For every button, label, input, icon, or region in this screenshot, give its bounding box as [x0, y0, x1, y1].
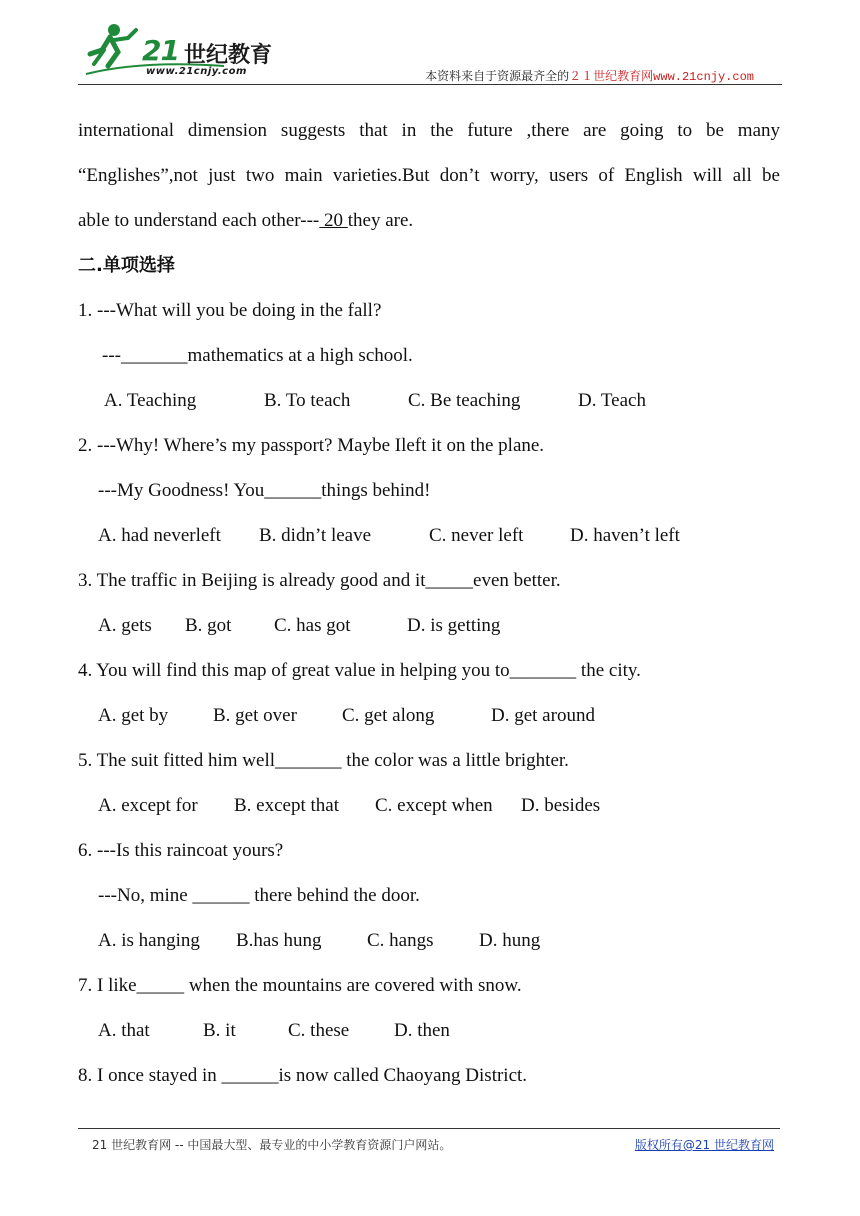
question-7-stem: 7. I like_____ when the mountains are covered with snow.	[78, 975, 522, 996]
header-divider	[78, 84, 782, 85]
option-6c: C. hangs	[367, 930, 434, 951]
passage-line-1: international dimension suggests that in the future ,there are going to be many	[78, 120, 780, 141]
footer-tagline: 21 世纪教育网 -- 中国最大型、最专业的中小学教育资源门户网站。	[92, 1138, 452, 1152]
question-2-stem: 2. ---Why! Where’s my passport? Maybe Ileft it on the plane.	[78, 435, 545, 456]
option-1c: C. Be teaching	[408, 390, 521, 411]
option-2b: B. didn’t leave	[259, 525, 372, 546]
option-5a: A. except for	[98, 795, 198, 816]
passage-line-3-end: they are.	[347, 210, 414, 231]
header-note-url[interactable]: www.21cnjy.com	[653, 70, 754, 84]
passage-line-3	[78, 198, 780, 243]
logo-chinese: 世纪教育	[184, 43, 273, 68]
option-2d: D. haven’t left	[570, 525, 680, 546]
question-6-stem: 6. ---Is this raincoat yours?	[78, 840, 284, 861]
passage-line-2: “Englishes”,not just two main varieties.But don’t worry, users of English will all be	[78, 165, 780, 186]
document-body	[78, 108, 780, 1098]
section-title: 二.单项选择	[78, 255, 175, 276]
page-header	[0, 0, 860, 90]
header-note-brand: ２１世纪教育网	[569, 69, 654, 83]
site-logo	[84, 20, 284, 82]
option-3d: D. is getting	[407, 615, 501, 636]
question-4-options	[78, 693, 780, 738]
question-1-response: ---_______mathematics at a high school.	[102, 345, 413, 366]
option-4c: C. get along	[342, 705, 435, 726]
question-2-response: ---My Goodness! You______things behind!	[98, 480, 431, 501]
option-3c: C. has got	[274, 615, 351, 636]
option-1a: A. Teaching	[104, 390, 197, 411]
question-1-options	[78, 378, 780, 423]
option-1b: B. To teach	[264, 390, 351, 411]
option-4b: B. get over	[213, 705, 297, 726]
option-1d: D. Teach	[578, 390, 646, 411]
header-note-prefix: 本资料来自于资源最齐全的	[425, 69, 570, 83]
logo-number: 21	[142, 34, 179, 67]
question-1-stem: 1. ---What will you be doing in the fall?	[78, 300, 382, 321]
question-3-stem: 3. The traffic in Beijing is already good and it_____even better.	[78, 570, 561, 591]
question-2-options	[78, 513, 780, 558]
footer-copyright-link[interactable]: 版权所有@21 世纪教育网	[634, 1138, 774, 1152]
option-6d: D. hung	[479, 930, 541, 951]
option-7a: A. that	[98, 1020, 150, 1041]
option-5d: D. besides	[521, 795, 601, 816]
question-5-stem: 5. The suit fitted him well_______ the color was a little brighter.	[78, 750, 569, 771]
option-5c: C. except when	[375, 795, 493, 816]
option-4a: A. get by	[98, 705, 169, 726]
question-5-options	[78, 783, 780, 828]
question-4-stem: 4. You will find this map of great value in helping you to_______ the city.	[78, 660, 641, 681]
blank-20: 20	[319, 210, 348, 231]
option-3a: A. gets	[98, 615, 152, 636]
question-8-stem: 8. I once stayed in ______is now called Chaoyang District.	[78, 1065, 528, 1086]
option-5b: B. except that	[234, 795, 339, 816]
question-7-options	[78, 1008, 780, 1053]
passage-line-3-start: able to understand each other---	[78, 210, 320, 231]
question-6-options	[78, 918, 780, 963]
logo-url: www.21cnjy.com	[146, 66, 247, 77]
header-source-note	[425, 67, 754, 84]
option-2a: A. had neverleft	[98, 525, 221, 546]
option-3b: B. got	[185, 615, 232, 636]
option-6a: A. is hanging	[98, 930, 200, 951]
option-4d: D. get around	[491, 705, 595, 726]
question-6-response: ---No, mine ______ there behind the door.	[98, 885, 420, 906]
option-7c: C. these	[288, 1020, 350, 1041]
option-6b: B.has hung	[236, 930, 322, 951]
footer-divider	[78, 1128, 780, 1129]
option-7d: D. then	[394, 1020, 450, 1041]
option-2c: C. never left	[429, 525, 524, 546]
option-7b: B. it	[203, 1020, 236, 1041]
question-3-options	[78, 603, 780, 648]
